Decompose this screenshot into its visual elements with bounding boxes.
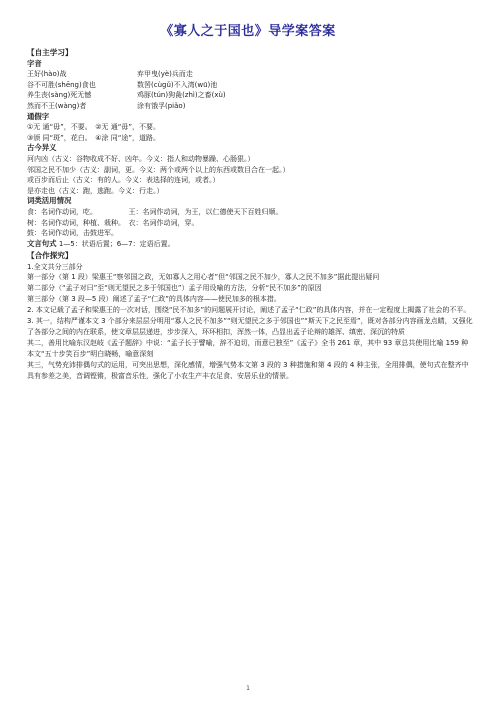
document-body (27, 46, 475, 382)
gujin-row: 或百步而后止（古义：有的人。今义：表选择的连词，或者。） (27, 176, 220, 185)
cilei-row: 鼓：名词作动词，击鼓进军。 (27, 229, 118, 238)
juoshi-row (27, 239, 475, 250)
zi-yin-row (27, 101, 475, 112)
zi-yin-row (27, 80, 475, 91)
tongjia-row: ①无 通“毋”，不要。 ②无 通“毋”，不要。 (27, 123, 161, 132)
heading-tongjia: 通假字 (27, 111, 50, 121)
heading-gujin: 古今异义 (27, 143, 57, 153)
tongjia-row: ③颁 同“斑”，花白。 ④涂 同“途”，道路。 (27, 133, 161, 142)
page-number: 1 (246, 685, 250, 692)
coop-item: 第一部分（第 1 段）梁惠王“察邻国之政，无如寡人之用心者”但“邻国之民不加少，寡人之民不加多”据此提出疑问 (27, 273, 380, 282)
zi-yin-row (27, 69, 475, 80)
gujin-row: 河内凶（古义：谷物收成不好、凶年。今义：指人和动物暴躁、心肠狠。） (27, 154, 255, 163)
cilei-row: 食：名词作动词，吃。 王：名词作动词，为王，以仁德使天下百姓归顺。 (27, 207, 283, 216)
juoshi-text: 1—5：状语后置；6—7：定语后置。 (58, 239, 175, 248)
coop-item: 其二，善用比喻东汉赵岐《孟子题辞》中说：“孟子长于譬喻，辞不迫切，而意已独至”《孟子》全书 261 章，其中 93 章总共使用比喻 159 种本文“五十步笑百步”明白晓畅，喻意深刻 (27, 339, 469, 359)
gujin-row: 邻国之民不加少（古义：副词，更。今义：两个或两个以上的东西或数目合在一起。） (27, 165, 290, 174)
coop-item: 第三部分（第 3 段—5 段）阐述了孟子“仁政”的具体内容——使民加多的根本措。 (27, 295, 281, 304)
section-coop: 【合作探究】 (27, 251, 73, 261)
heading-cilei: 词类活用情况 (27, 196, 72, 206)
section-self-study: 【自主学习】 (27, 48, 73, 57)
zi-yin-cell: 王好(hào)战 (27, 70, 67, 79)
zi-yin-cell: 养生丧(sàng)死无憾 (27, 91, 92, 100)
coop-item: 其三，气势充沛排偶句式的运用，可突出思想，深化感情，增强气势本文第 3 段的 3 种措施和第 4 段的 4 种主张，全用排偶，使句式在整齐中具有参差之美，音调铿锵，极富音乐性，强化了小农生产丰衣足食、安居乐业的情景。 (27, 361, 469, 381)
heading-zi-yin: 字音 (27, 58, 42, 68)
zi-yin-cell: 鸡豚(tún)狗彘(zhì)之畜(xù) (137, 91, 226, 100)
zi-yin-cell: 涂有饿孚(piǎo) (137, 101, 186, 110)
zi-yin-row (27, 90, 475, 101)
juoshi-label: 文言句式 (27, 238, 57, 248)
zi-yin-cell: 谷不可胜(shēng)食也 (27, 80, 96, 89)
cilei-row: 树：名词作动词，种植、栽种。 衣：名词作动词，穿。 (27, 218, 199, 227)
zi-yin-cell: 弃甲曳(yè)兵而走 (137, 70, 193, 79)
zi-yin-cell: 然而不王(wàng)者 (27, 101, 87, 110)
zi-yin-cell: 数罟(cùgǔ)不入湾(wū)池 (137, 80, 218, 89)
coop-item: 3. 其一，结构严谨本文 3 个部分来层层分明用“寡人之民不加多”“则无望民之多于邻国也”“斯天下之民至焉”，既对各部分内容画龙点睛，又强化了各部分之间的内在联系，使文章层层递进，步步深入，环环相扣，浑然一体，凸显出孟子论辩的雄浑、缜密、深沉的特质 (27, 317, 473, 337)
coop-item: 2. 本文记载了孟子和梁惠王的一次对话，围绕“民不加多”的问题展开讨论，阐述了孟子“仁政”的具体内容，并在一定程度上揭露了社会的不平。 (27, 306, 471, 315)
document-title: 《寡人之于国也》导学案答案 (160, 24, 336, 39)
coop-item: 1.全文共分三部分 (27, 262, 83, 271)
coop-item: 第二部分（“孟子对曰”至“则无望民之多于邻国也”）孟子用设喻的方法，分析“民不加多”的原因 (27, 284, 322, 293)
gujin-row: 是亦走也（古义：跑，逃跑。今义：行走。） (27, 186, 164, 195)
